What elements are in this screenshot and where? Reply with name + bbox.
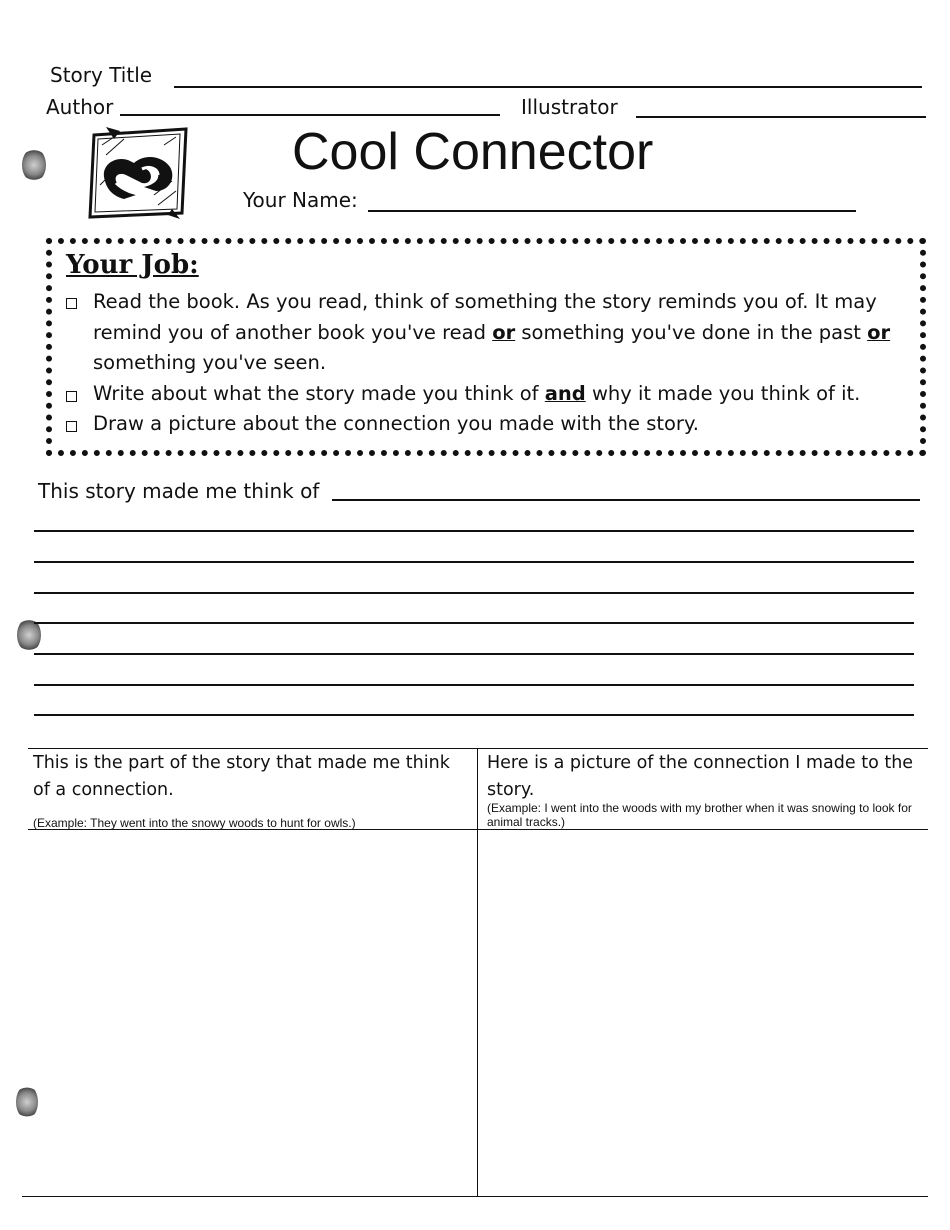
checkbox-icon xyxy=(66,298,77,309)
job-item-read-text-1: Read the book. As you read, think of something the story reminds you of. It may remind you of another book you've read xyxy=(93,290,877,344)
your-name-line[interactable] xyxy=(368,210,856,212)
writing-line[interactable] xyxy=(34,622,914,624)
picture-drawing-area[interactable] xyxy=(480,832,926,1194)
checkbox-icon xyxy=(66,391,77,402)
job-item-read-or-2: or xyxy=(867,320,891,344)
chain-link-icon xyxy=(84,125,194,221)
your-name-label: Your Name: xyxy=(243,188,358,212)
hole-punch-mark-top xyxy=(22,148,46,182)
writing-line[interactable] xyxy=(34,653,914,655)
job-item-read-text-2: something you've done in the past xyxy=(515,320,868,344)
writing-line[interactable] xyxy=(34,592,914,594)
job-item-read-or-1: or xyxy=(492,320,516,344)
illustrator-line[interactable] xyxy=(636,116,926,118)
table-column-divider xyxy=(477,748,478,1196)
table-top-border xyxy=(28,748,928,749)
illustrator-label: Illustrator xyxy=(521,95,618,119)
checkbox-icon xyxy=(66,421,77,432)
think-of-label: This story made me think of xyxy=(38,479,320,503)
author-line[interactable] xyxy=(120,114,500,116)
table-bottom-border xyxy=(22,1196,928,1197)
writing-line[interactable] xyxy=(34,530,914,532)
writing-line[interactable] xyxy=(34,684,914,686)
job-item-read-text-3: something you've seen. xyxy=(93,351,327,374)
job-item-read xyxy=(93,287,898,379)
author-label: Author xyxy=(46,95,114,119)
job-item-write xyxy=(93,379,898,410)
job-item-write-and: and xyxy=(544,382,586,405)
story-part-writing-area[interactable] xyxy=(30,832,474,1194)
writing-line[interactable] xyxy=(34,714,914,716)
job-item-write-text-2: why it made you think of it. xyxy=(585,382,861,405)
story-part-header: This is the part of the story that made me think of a connection. xyxy=(33,753,450,800)
page-title: Cool Connector xyxy=(292,123,654,181)
your-job-heading: Your Job: xyxy=(66,250,199,280)
story-title-label: Story Title xyxy=(50,63,153,87)
writing-line[interactable] xyxy=(34,561,914,563)
story-title-line[interactable] xyxy=(174,86,922,88)
job-item-write-text-1: Write about what the story made you think of xyxy=(93,382,545,405)
picture-header: Here is a picture of the connection I made to the story. xyxy=(487,753,914,800)
job-item-draw: Draw a picture about the connection you made with the story. xyxy=(93,412,699,435)
picture-example: (Example: I went into the woods with my brother when it was snowing to look for animal tracks.) xyxy=(487,801,912,829)
think-of-line[interactable] xyxy=(332,499,920,501)
story-part-example: (Example: They went into the snowy woods to hunt for owls.) xyxy=(33,816,356,830)
